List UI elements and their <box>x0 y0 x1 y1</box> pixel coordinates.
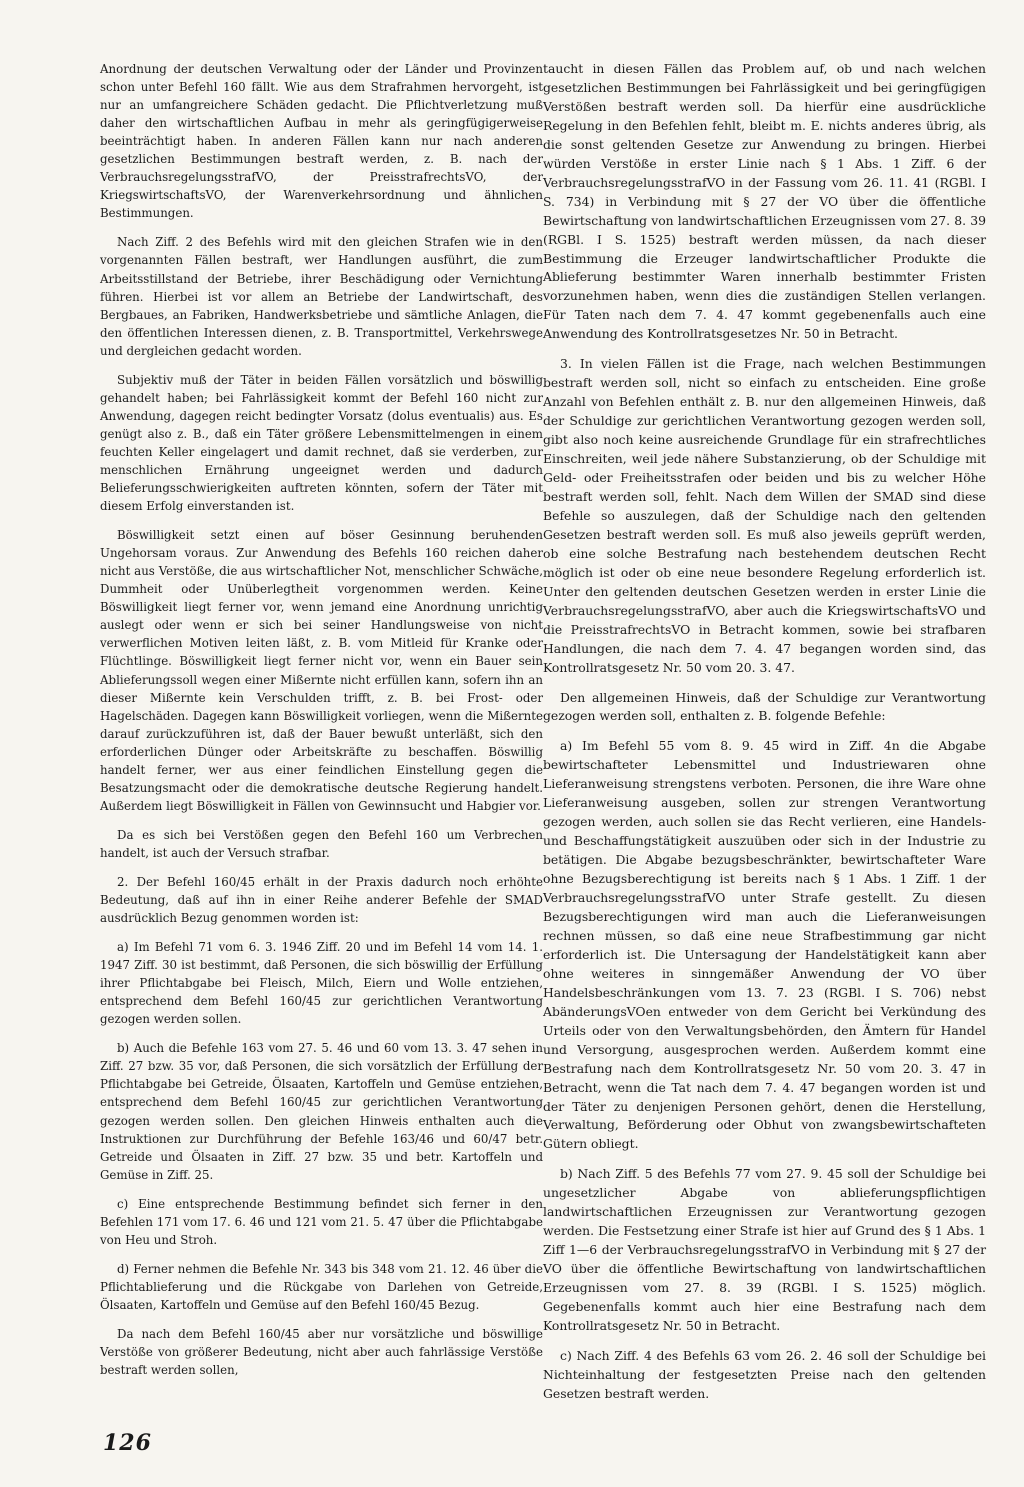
paragraph: a) Im Befehl 55 vom 8. 9. 45 wird in Ziff. 4n die Abgabe bewirtschafteter Lebensmittel und Industriewaren ohne Lieferanweisung strengstens verboten. Personen, die ihre Ware ohne Lieferanweisung ausgeben, sollen zur strengen Verantwortung gezogen werden, auch sollen sie das Recht verlieren, eine Handels- und Beschaffungstätigkeit auszuüben oder sich in der Industrie zu betätigen. Die Abgabe bezugsbeschränkter, bewirtschafteter Ware ohne Bezugsberechtigung ist bereits nach § 1 Abs. 1 Ziff. 1 der VerbrauchsregelungsstrafVO unter Strafe gestellt. Zu diesen Bezugsberechtigungen wird man auch die Lieferanweisungen rechnen müssen, so daß eine neue Strafbestimmung gar nicht erforderlich ist. Die Untersagung der Handelstätigkeit kann aber ohne weiteres in sinngemäßer Anwendung der VO über Handelsbeschränkungen vom 13. 7. 23 (RGBl. I S. 706) nebst AbänderungsVOen entweder von dem Gericht bei Verkündung des Urteils oder von den Verwaltungsbehörden, den Ämtern für Handel und Versorgung, ausgesprochen werden. Außerdem kommt eine Bestrafung nach dem Kontrollratsgesetz Nr. 50 vom 20. 3. 47 in Betracht, wenn die Tat nach dem 7. 4. 47 begangen worden ist und der Täter zu denjenigen Personen gehört, denen die Herstellung, Verwaltung, Beförderung oder Obhut von zwangsbewirtschafteten Gütern obliegt. <box>543 738 986 1152</box>
paragraph: 3. In vielen Fällen ist die Frage, nach welchen Bestimmungen bestraft werden soll, nicht so einfach zu entscheiden. Eine große Anzahl von Befehlen enthält z. B. nur den allgemeinen Hinweis, daß der Schuldige zur gerichtlichen Verantwortung gezogen werden soll, gibt also noch keine ausreichende Grundlage für ein strafrechtliches Einschreiten, weil jede nähere Substanzierung, ob der Schuldige mit Geld- oder Freiheitsstrafen oder beiden und bis zu welcher Höhe bestraft werden soll, fehlt. Nach dem Willen der SMAD sind diese Befehle so auszulegen, daß der Schuldige nach den geltenden Gesetzen bestraft werden soll. Es muß also jeweils geprüft werden, ob eine solche Bestrafung nach bestehendem deutschen Recht möglich ist oder ob eine neue besondere Regelung erforderlich ist. Unter den geltenden deutschen Gesetzen werden in erster Linie die VerbrauchsregelungsstrafVO, aber auch die KriegswirtschaftsVO und die PreisstrafrechtsVO in Betracht kommen, sowie bei strafbaren Handlungen, die nach dem 7. 4. 47 begangen worden sind, das Kontrollratsgesetz Nr. 50 vom 20. 3. 47. <box>543 356 986 675</box>
paragraph: b) Auch die Befehle 163 vom 27. 5. 46 und 60 vom 13. 3. 47 sehen in Ziff. 27 bzw. 35 vor, daß Personen, die sich vorsätzlich der Erfüllung der Pflichtabgabe bei Getreide, Ölsaaten, Kartoffeln und Gemüse entziehen, entsprechend dem Befehl 160/45 zur gerichtlichen Verantwortung gezogen werden sollen. Den gleichen Hinweis enthalten auch die Instruktionen zur Durchführung der Befehle 163/46 und 60/47 betr. Getreide und Ölsaaten in Ziff. 27 bzw. 35 und betr. Kartoffeln und Gemüse in Ziff. 25. <box>100 1041 543 1182</box>
left-column <box>100 60 543 1390</box>
paragraph: Den allgemeinen Hinweis, daß der Schuldige zur Verantwortung gezogen werden soll, enthalten z. B. folgende Befehle: <box>543 689 986 724</box>
paragraph: Anordnung der deutschen Verwaltung oder der Länder und Provinzen schon unter Befehl 160 fällt. Wie aus dem Strafrahmen hervorgeht, ist nur an umfangreichere Schäden gedacht. Die Pflichtverletzung muß daher den wirtschaftlichen Aufbau in mehr als geringfügigerweise beeinträchtigt haben. In anderen Fällen kann nur nach anderen gesetzlichen Bestimmungen bestraft werden, z. B. nach der VerbrauchsregelungsstrafVO, der PreisstrafrechtsVO, der KriegswirtschaftsVO, der Warenverkehrsordnung und ähnlichen Bestimmungen. <box>100 62 543 221</box>
paragraph: c) Eine entsprechende Bestimmung befindet sich ferner in den Befehlen 171 vom 17. 6. 46 und 121 vom 21. 5. 47 über die Pflichtabgabe von Heu und Stroh. <box>100 1196 543 1247</box>
paragraph: Da nach dem Befehl 160/45 aber nur vorsätzliche und böswillige Verstöße von größerer Bedeutung, nicht aber auch fahrlässige Verstöße bestraft werden sollen, <box>100 1327 543 1378</box>
page-number: 126 <box>103 1430 152 1456</box>
paragraph: Nach Ziff. 2 des Befehls wird mit den gleichen Strafen wie in den vorgenannten Fällen bestraft, wer Handlungen ausführt, die zum Arbeitsstillstand der Betriebe, ihrer Beschädigung oder Vernichtung führen. Hierbei ist vor allem an Betriebe der Landwirtschaft, des Bergbaues, an Fabriken, Handwerksbetriebe und sämtliche Anlagen, die den öffentlichen Interessen dienen, z. B. Transportmittel, Verkehrswege und dergleichen gedacht worden. <box>100 235 543 358</box>
paragraph: d) Ferner nehmen die Befehle Nr. 343 bis 348 vom 21. 12. 46 über die Pflichtablieferung und die Rückgabe von Darlehen von Getreide, Ölsaaten, Kartoffeln und Gemüse auf den Befehl 160/45 Bezug. <box>100 1261 543 1312</box>
paragraph: taucht in diesen Fällen das Problem auf, ob und nach welchen gesetzlichen Bestimmungen bei Fahrlässigkeit und bei geringfügigen Verstößen bestraft werden soll. Da hierfür eine ausdrückliche Regelung in den Befehlen fehlt, bleibt m. E. nichts anderes übrig, als die sonst geltenden Gesetze zur Anwendung zu bringen. Hierbei würden Verstöße in erster Linie nach § 1 Abs. 1 Ziff. 6 der VerbrauchsregelungsstrafVO in der Fassung vom 26. 11. 41 (RGBl. I S. 734) in Verbindung mit § 27 der VO über die öffentliche Bewirtschaftung von landwirtschaftlichen Erzeugnissen vom 27. 8. 39 (RGBl. I S. 1525) bestraft werden müssen, da nach dieser Bestimmung die Erzeuger landwirtschaftlicher Produkte die Ablieferung bestimmter Waren innerhalb bestimmter Fristen vorzunehmen haben, wenn dies die zuständigen Stellen verlangen. Für Taten nach dem 7. 4. 47 kommt gegebenenfalls auch eine Anwendung des Kontrollratsgesetzes Nr. 50 in Betracht. <box>543 61 986 342</box>
paragraph: a) Im Befehl 71 vom 6. 3. 1946 Ziff. 20 und im Befehl 14 vom 14. 1. 1947 Ziff. 30 ist bestimmt, daß Personen, die sich böswillig der Erfüllung ihrer Pflichtabgabe bei Fleisch, Milch, Eiern und Wolle entziehen, entsprechend dem Befehl 160/45 zur gerichtlichen Verantwortung gezogen werden sollen. <box>100 940 543 1027</box>
paragraph: b) Nach Ziff. 5 des Befehls 77 vom 27. 9. 45 soll der Schuldige bei ungesetzlicher Abgabe von ablieferungspflichtigen landwirtschaftlichen Erzeugnissen zur Verantwortung gezogen werden. Die Festsetzung einer Strafe ist hier auf Grund des § 1 Abs. 1 Ziff 1—6 der VerbrauchsregelungsstrafVO in Verbindung mit § 27 der VO über die öffentliche Bewirtschaftung von landwirtschaftlichen Erzeugnissen vom 27. 8. 39 (RGBl. I S. 1525) möglich. Gegebenenfalls kommt auch hier eine Bestrafung nach dem Kontrollratsgesetz Nr. 50 in Betracht. <box>543 1166 986 1333</box>
paragraph: Da es sich bei Verstößen gegen den Befehl 160 um Verbrechen handelt, ist auch der Versuch strafbar. <box>100 827 543 860</box>
paragraph: 2. Der Befehl 160/45 erhält in der Praxis dadurch noch erhöhte Bedeutung, daß auf ihn in einer Reihe anderer Befehle der SMAD ausdrücklich Bezug genommen worden ist: <box>100 874 543 926</box>
paragraph: Subjektiv muß der Täter in beiden Fällen vorsätzlich und böswillig gehandelt haben; bei Fahrlässigkeit kommt der Befehl 160 nicht zur Anwendung, dagegen reicht bedingter Vorsatz (dolus eventualis) aus. Es genügt also z. B., daß ein Täter größere Lebensmittelmengen in einem feuchten Keller eingelagert und damit rechnet, daß sie verderben, zur menschlichen Ernährung ungeeignet werden und dadurch Belieferungsschwierigkeiten auftreten könnten, sofern der Täter mit diesem Erfolg einverstanden ist. <box>100 372 543 514</box>
paragraph: c) Nach Ziff. 4 des Befehls 63 vom 26. 2. 46 soll der Schuldige bei Nichteinhaltung der festgesetzten Preise nach den geltenden Gesetzen bestraft werden. <box>543 1347 986 1401</box>
right-column <box>543 60 986 1415</box>
paragraph: Böswilligkeit setzt einen auf böser Gesinnung beruhenden Ungehorsam voraus. Zur Anwendung des Befehls 160 reichen daher nicht aus Verstöße, die aus wirtschaftlicher Not, menschlicher Schwäche, Dummheit oder Unüberlegtheit vorgenommen werden. Keine Böswilligkeit liegt ferner vor, wenn jemand eine Anordnung unrichtig auslegt oder wenn er sich bei seiner Handlungsweise von nicht verwerflichen Motiven leiten läßt, z. B. vom Mitleid für Kranke oder Flüchtlinge. Böswilligkeit liegt ferner nicht vor, wenn ein Bauer sein Ablieferungssoll wegen einer Mißernte nicht erfüllen kann, sofern ihn an dieser Mißernte kein Verschulden trifft, z. B. bei Frost- oder Hagelschäden. Dagegen kann Böswilligkeit vorliegen, wenn die Mißernte darauf zurückzuführen ist, daß der Bauer bewußt unterläßt, sich den erforderlichen Dünger oder Arbeitskräfte zu beschaffen. Böswillig handelt ferner, wer aus einer feindlichen Einstellung gegen die Besatzungsmacht oder die demokratische deutsche Regierung handelt. Außerdem liegt Böswilligkeit in Fällen von Gewinnsucht und Habgier vor. <box>100 528 543 813</box>
